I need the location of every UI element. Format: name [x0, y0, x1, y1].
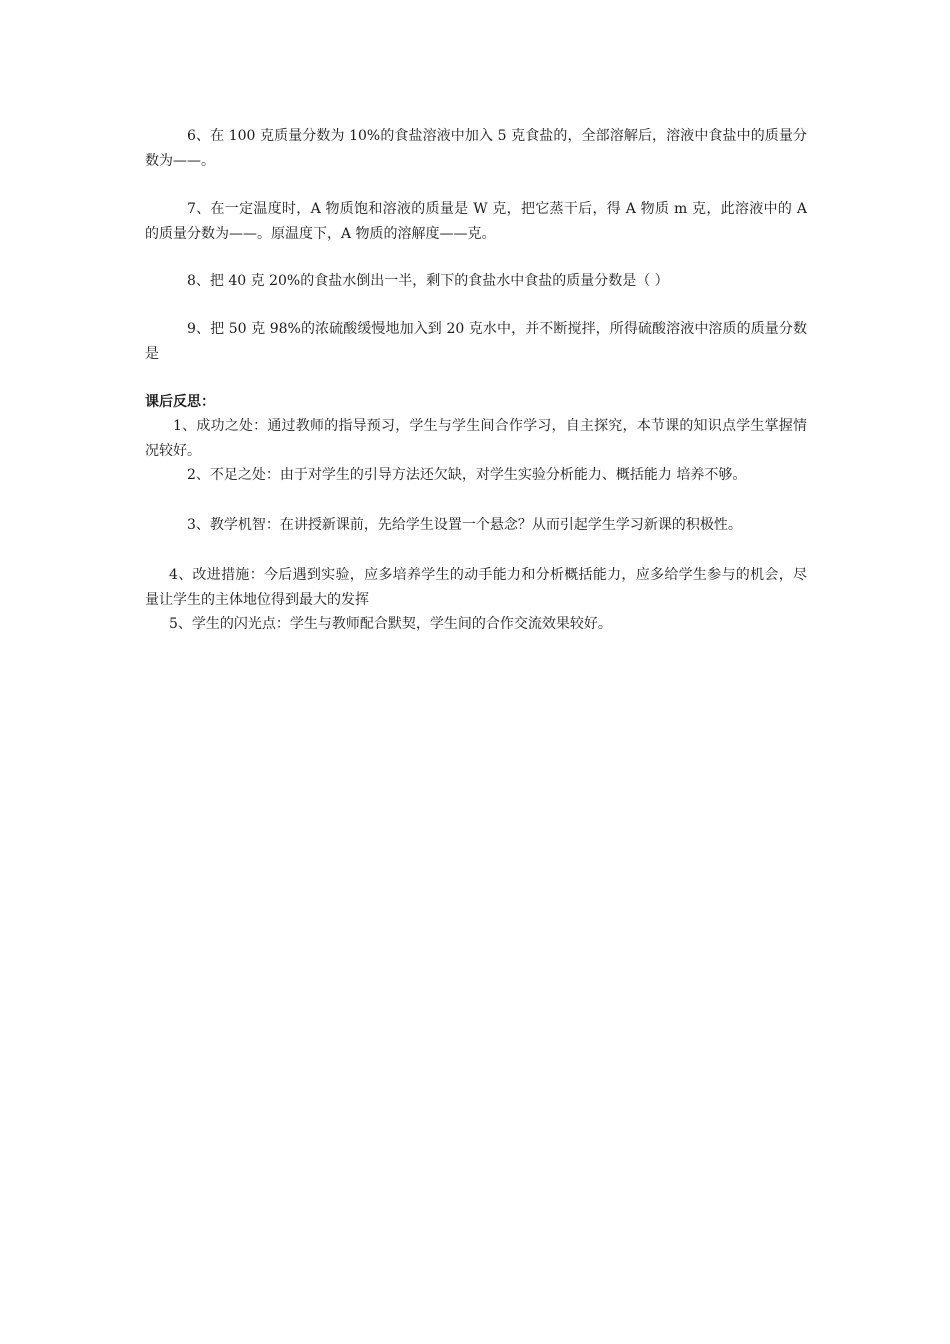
reflection-item-5: 5、学生的闪光点：学生与教师配合默契，学生间的合作交流效果较好。 [169, 616, 612, 632]
reflection-heading: 课后反思： [145, 394, 215, 410]
question-9: 9、把 50 克 98%的浓硫酸缓慢地加入到 20 克水中，并不断搅拌，所得硫酸溶液中溶质的质量分数是 [145, 321, 807, 362]
question-6: 6、在 100 克质量分数为 10%的食盐溶液中加入 5 克食盐的，全部溶解后，溶液中食盐中的质量分数为——。 [145, 128, 807, 169]
question-8: 8、把 40 克 20%的食盐水倒出一半，剩下的食盐水中食盐的质量分数是（ ） [187, 273, 669, 289]
reflection-item-2: 2、不足之处：由于对学生的引导方法还欠缺，对学生实验分析能力、概括能力 培养不够。 [187, 467, 747, 483]
reflection-item-3: 3、教学机智：在讲授新课前，先给学生设置一个悬念？从而引起学生学习新课的积极性。 [187, 517, 742, 533]
reflection-item-4: 4、改进措施：今后遇到实验，应多培养学生的动手能力和分析概括能力，应多给学生参与的机会，尽量让学生的主体地位得到最大的发挥 [145, 567, 807, 608]
reflection-item-1: 1、成功之处：通过教师的指导预习，学生与学生间合作学习，自主探究，本节课的知识点学生掌握情况较好。 [145, 418, 807, 459]
question-7: 7、在一定温度时，A 物质饱和溶液的质量是 W 克，把它蒸干后，得 A 物质 m 克，此溶液中的 A 的质量分数为——。原温度下，A 物质的溶解度——克。 [145, 201, 807, 242]
